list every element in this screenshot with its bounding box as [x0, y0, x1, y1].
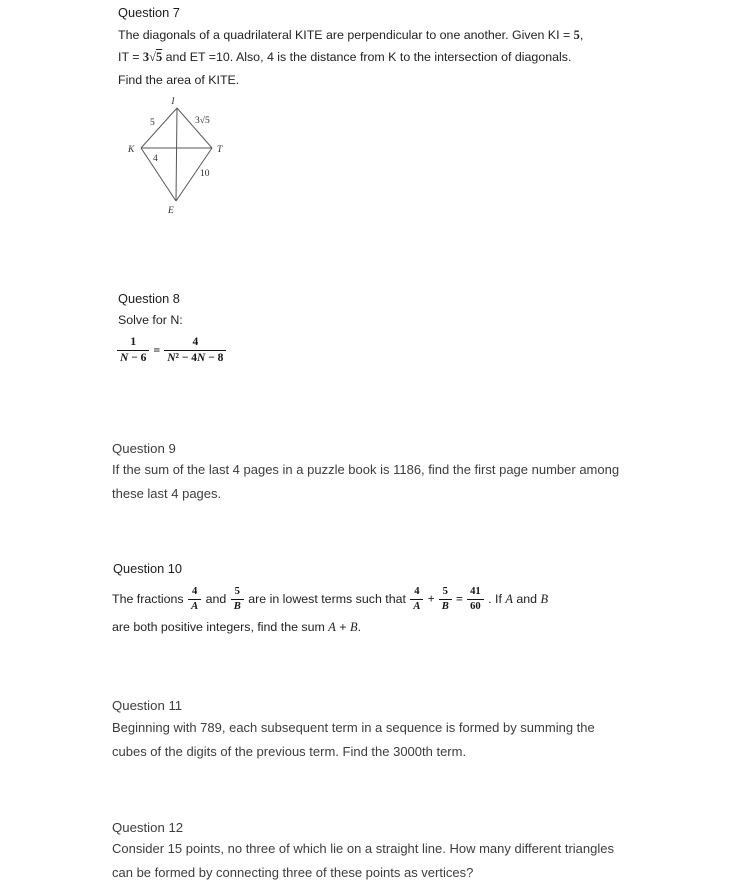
numerator-4: 4 — [164, 336, 226, 351]
fraction-5-over-B-2 — [439, 586, 452, 613]
kite-diagonal-IE — [176, 108, 177, 201]
q7-line1-comma: , — [579, 28, 584, 42]
q10-and-1: and — [202, 591, 230, 606]
denominator-quadratic — [164, 351, 226, 365]
q7-radicand: 5 — [155, 50, 163, 65]
question-12-line-1: Consider 15 points, no three of which lie on a straight line. How many different triangles — [112, 841, 614, 856]
question-11-line-1: Beginning with 789, each subsequent term in a sequence is formed by summing the — [112, 720, 595, 735]
question-8-equation — [117, 336, 226, 365]
equals-sign: = — [153, 343, 161, 357]
fraction-4-over-A — [188, 586, 201, 613]
q10-f3-num: 4 — [410, 586, 423, 600]
q10-line2-variable-B: B — [349, 620, 358, 634]
vertex-label-E: E — [168, 206, 174, 216]
vertex-label-I: I — [171, 97, 175, 107]
kite-side-IT — [177, 108, 212, 148]
denominator-N-6 — [117, 351, 149, 365]
q10-line2-variable-A: A — [328, 620, 336, 634]
q7-line2-pre: IT = — [118, 50, 143, 65]
question-8-title: Question 8 — [118, 291, 180, 306]
q10-f1-den: A — [191, 601, 199, 612]
q7-line1-text: The diagonals of a quadrilateral KITE are perpendicular to one another. Given KI = — [118, 28, 574, 42]
question-8-intro: Solve for N: — [118, 313, 183, 327]
segment-label-4: 4 — [153, 154, 158, 164]
den2-minus-8: − 8 — [205, 352, 224, 364]
q10-and-2: and — [512, 591, 541, 606]
den1-variable-N: N — [120, 352, 129, 364]
numerator-1: 1 — [117, 336, 149, 351]
side-label-KI-5: 5 — [150, 118, 155, 128]
question-11-title: Question 11 — [112, 698, 183, 713]
vertex-label-K: K — [128, 145, 135, 155]
radical-sign: √ — [149, 50, 156, 65]
question-12-line-2: can be formed by connecting three of these points as vertices? — [112, 864, 474, 880]
q10-f2-den: B — [233, 601, 241, 612]
q10-line2-period: . — [357, 620, 362, 634]
question-9-line-2: these last 4 pages. — [112, 485, 222, 501]
kite-side-EK — [141, 148, 176, 201]
question-12-title: Question 12 — [112, 820, 184, 835]
question-10-title: Question 10 — [113, 561, 183, 576]
q7-given-length-ki: 5 — [573, 28, 580, 42]
kite-diagram — [125, 92, 245, 222]
q10-line2-plus: + — [335, 620, 350, 634]
q10-mid: are in lowest terms such that — [244, 591, 410, 606]
question-10-line-1 — [112, 586, 692, 613]
fraction-5-over-B — [231, 586, 244, 613]
question-7-line-2 — [118, 46, 678, 68]
question-7-line-1 — [118, 24, 678, 46]
den1-minus-6: − 6 — [128, 352, 147, 364]
q10-variable-B: B — [540, 591, 549, 606]
q10-variable-A: A — [505, 591, 513, 606]
kite-side-KI — [141, 108, 177, 148]
question-9-title: Question 9 — [112, 441, 176, 456]
q10-f2-num: 5 — [231, 586, 244, 600]
q10-f4-den: B — [441, 601, 449, 612]
den2-variable-N-squared: N — [167, 352, 176, 364]
q7-radical-coefficient: 3 — [142, 50, 150, 65]
question-9-line-1: If the sum of the last 4 pages in a puzzle book is 1186, find the first page number among — [112, 462, 620, 477]
q10-post: . If — [484, 591, 506, 606]
question-9-text — [112, 458, 672, 505]
question-11-text — [112, 716, 672, 763]
question-7-line-3: Find the area of KITE. — [118, 72, 240, 87]
q7-line2-post: and ET =10. Also, 4 is the distance from K to the intersection of diagonals. — [162, 50, 572, 65]
question-11-line-2: cubes of the digits of the previous term. Find the 3000th term. — [112, 743, 467, 759]
equals-sign-q10: = — [452, 591, 467, 606]
q10-f3-den: A — [413, 601, 421, 612]
q10-f5-den: 60 — [470, 601, 481, 612]
q10-f1-num: 4 — [188, 586, 201, 600]
q10-f5-num: 41 — [467, 586, 484, 600]
q10-f4-num: 5 — [439, 586, 452, 600]
vertex-label-T: T — [217, 145, 223, 155]
side-label-IT-3root5: 3√5 — [195, 116, 210, 126]
question-10-text — [112, 586, 692, 635]
fraction-1-over-N-6 — [117, 336, 149, 365]
fraction-4-over-quadratic — [164, 336, 226, 365]
den2-variable-N: N — [197, 352, 206, 364]
side-label-TE-10: 10 — [200, 169, 210, 179]
q10-pre: The fractions — [112, 591, 188, 606]
den2-squared-minus-4: ² − 4 — [175, 352, 198, 364]
fraction-41-over-60 — [467, 586, 484, 613]
question-7-text — [118, 24, 678, 91]
fraction-4-over-A-2 — [410, 586, 423, 613]
q10-line2-pre: are both positive integers, find the sum — [112, 620, 329, 634]
question-7-title: Question 7 — [118, 5, 180, 20]
question-12-text — [112, 837, 672, 884]
plus-sign: + — [424, 591, 438, 606]
question-10-line-2 — [112, 620, 692, 635]
